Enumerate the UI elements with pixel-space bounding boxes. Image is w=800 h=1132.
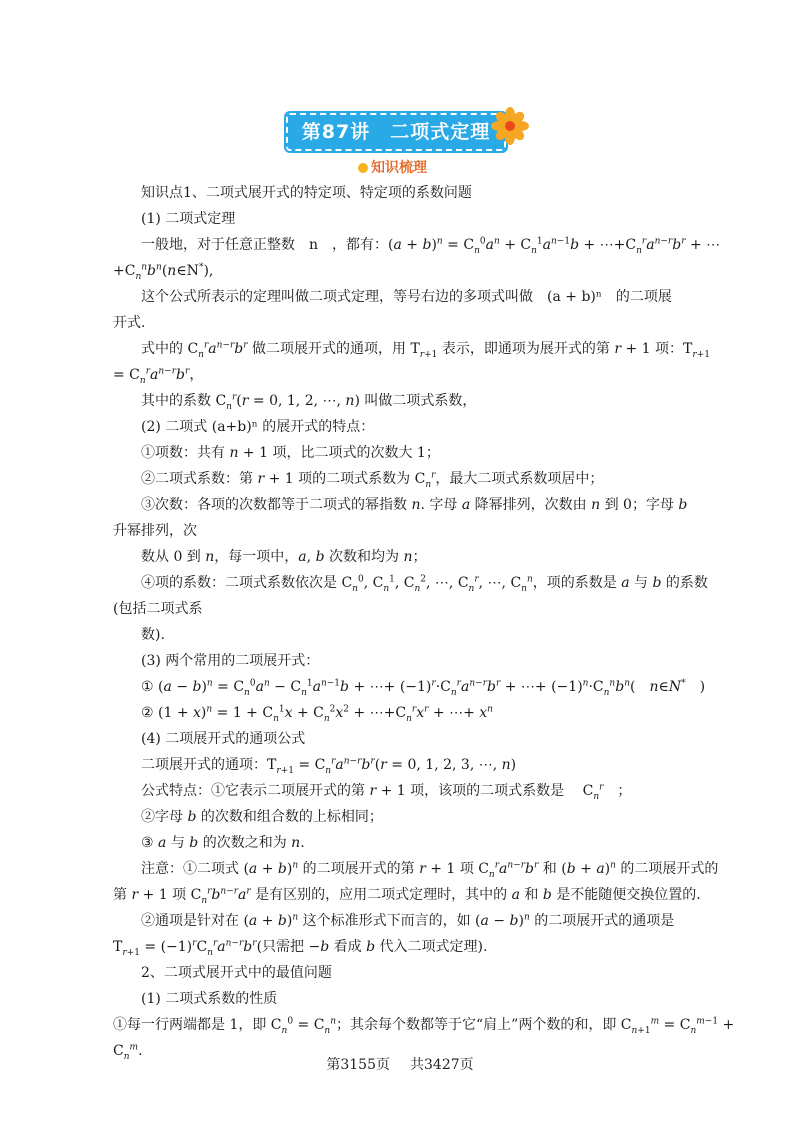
section-heading [358,157,427,177]
theorem-statement-cont: $+C_n^nb^n(n\in N^*)$, [113,262,214,282]
formula-feature-3: ③ a 与 b 的次数之和为 n. [141,835,305,851]
kp1-title: 知识点1、二项式展开式的特定项、特定项的系数问题 [141,185,472,201]
expansion-one-plus-x: ② $(1 + x)^n = 1 + C_n^1x + C_n^2x^2$ + $\cdots+C_n^rx^r$ + ⋯+ $x^n$ [141,704,493,724]
page-footer [0,1054,800,1074]
theorem-statement: 一般地，对于任意正整数 n ，都有：$(a + b)^n = C_n^0a^n + C_n^1a^{n-1}b$ + $\cdots+C_n^ra^{n-r}b^r$ + ⋯ [141,236,721,256]
formula-feature-2: ②字母 b 的次数和组合数的上标相同； [141,809,383,825]
heading-common-expansions: (3) 两个常用的二项展开式： [141,653,320,669]
kp2-title: 2、二项式展开式中的最值问题 [141,965,332,981]
flower-icon [490,106,530,146]
heading-coefficient-properties: (1) 二项式系数的性质 [141,991,278,1007]
feature-term-coefficient: ④项的系数：二项式系数依次是 $C_n^0$, $C_n^1$, $C_n^2$, ⋯, $C_n^r$, ⋯, $C_n^n$，项的系数是 a 与 b 的系数 [141,574,708,594]
feature-degree: ③次数：各项的次数都等于二项式的幂指数 n. 字母 a 降幂排列，次数由 n 到 0；字母 b [141,497,688,513]
note-2: ②通项是针对在 $(a + b)^n$ 这个标准形式下而言的，如 $(a - b)^n$ 的二项展开式的通项是 [141,912,675,929]
expansion-a-minus-b: ① $(a - b)^n = C_n^0a^n - C_n^1a^{n-1}b$ + ⋯+ $(-1)^r\cdot C_n^ra^{n-r}b^r$ + ⋯+ $(-1)^n\cdot C_n^nb^n$( n∈N* ) [141,678,706,698]
property-1: ①每一行两端都是 1，即 $C_n^0 = C_n^n$；其余每个数都等于它“肩上”两个数的和，即 $C_{n+1}^m = C_n^{m-1}$ + [113,1016,735,1036]
note-1-cont: 第 r + 1 项 $C_n^rb^{n-r}a^r$ 是有区别的，应用二项式定理时，其中的 a 和 b 是不能随便交换位置的. [113,886,701,906]
lesson-title: 第87讲 二项式定理 [301,121,491,143]
feature-degree-cont: 升幂排列，次 [113,523,197,539]
lesson-title-banner [286,113,506,151]
general-term-formula: = $C_n^ra^{n-r}b^r$， [113,366,204,386]
feature-degree-cont2: 数从 0 到 n，每一项中，a, b 次数和均为 n； [141,549,427,565]
note-1: 注意：①二项式 $(a + b)^n$ 的二项展开式的第 r + 1 项 $C_n^ra^{n-r}b^r$ 和 $(b + a)^n$ 的二项展开式的 [141,860,719,880]
general-term: 二项展开式的通项：$T_{r+1} = C_n^ra^{n-r}b^r(r = 0$, 1, 2, 3, ⋯, n) [141,756,517,776]
general-term-description: 式中的 $C_n^ra^{n-r}b^r$ 做二项展开式的通项，用 $T_{r+1}$ 表示，即通项为展开式的第 r + 1 项：$T_{r+1}$ [141,340,710,360]
heading-features: (2) 二项式 (a+b)ⁿ 的展开式的特点： [141,419,375,435]
bullet-icon [358,163,368,173]
heading-binomial-theorem: (1) 二项式定理 [141,211,236,227]
note-2-cont: $T_{r+1} = (-1)^rC_n^ra^{n-r}b^r$(只需把 −b 看成 b 代入二项式定理). [113,938,488,958]
feature-coefficient: ②二项式系数：第 r + 1 项的二项式系数为 $C_n^r$，最大二项式系数项居中； [141,470,604,490]
property-1-cont: $C_n^m$. [113,1042,143,1062]
theorem-description-cont: 开式. [113,315,146,331]
feature-term-coefficient-cont: (包括二项式系 [113,601,203,617]
page-number: 第3155页 [326,1057,390,1073]
binomial-coefficient-def: 其中的系数 $C_n^r(r = 0$, 1, 2, ⋯, n) 叫做二项式系数， [141,392,477,412]
section-label: 知识梳理 [371,160,427,176]
feature-term-coefficient-end: 数). [141,627,165,643]
feature-term-count: ①项数：共有 n + 1 项，比二项式的次数大 1； [141,445,440,461]
formula-feature-1: 公式特点：①它表示二项展开式的第 r + 1 项，该项的二项式系数是 $C_n^r$ ； [141,782,632,802]
heading-general-term: (4) 二项展开式的通项公式 [141,731,306,747]
document-body [113,180,735,1064]
page-total: 共3427页 [410,1057,474,1073]
theorem-description: 这个公式所表示的定理叫做二项式定理，等号右边的多项式叫做 (a + b)ⁿ 的二项展 [141,289,672,305]
